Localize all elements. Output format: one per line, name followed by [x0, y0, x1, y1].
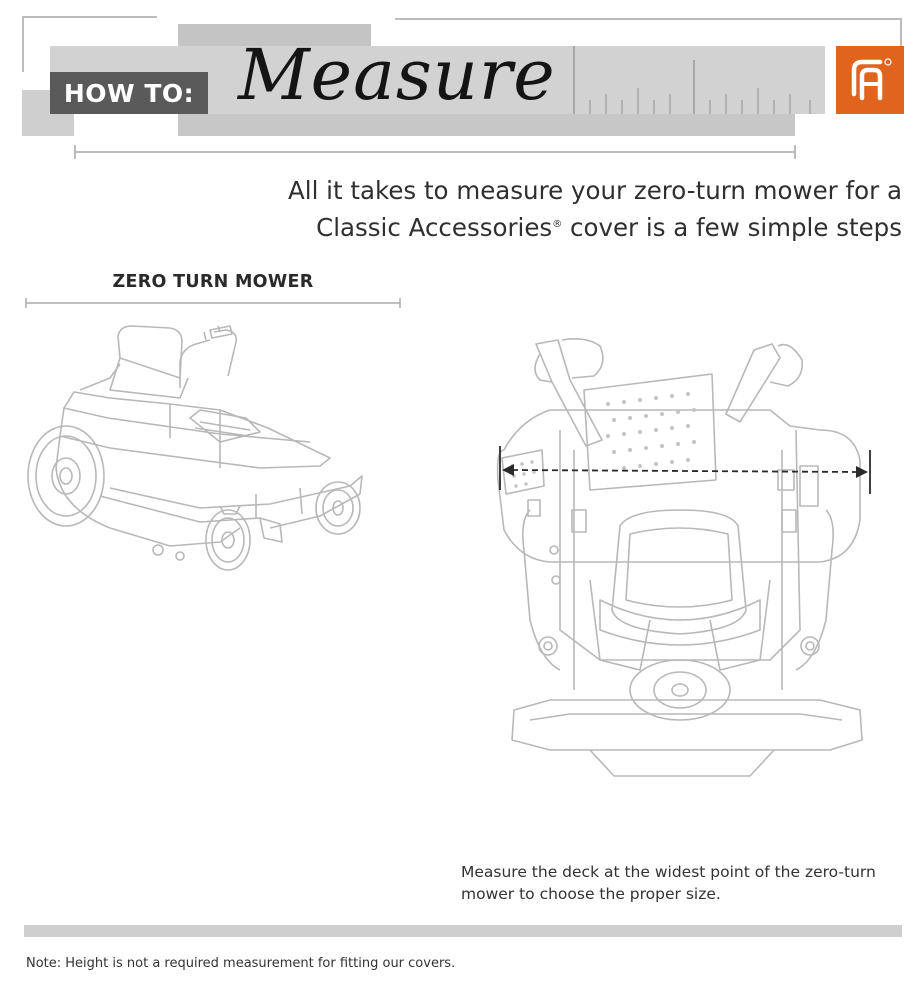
mower-top-view-illustration [490, 330, 880, 780]
instruction-line-2: mower to choose the proper size. [461, 885, 721, 903]
header-bottom-line [74, 151, 796, 153]
header-bottom-left-tick [74, 145, 76, 159]
header-left-tick [22, 16, 24, 72]
intro-rest: cover is a few simple steps [562, 213, 902, 243]
measure-instruction [461, 861, 901, 905]
section-label-rule [24, 296, 402, 310]
page-title: Measure [238, 34, 556, 116]
intro-text [250, 174, 902, 245]
registered-mark: ® [552, 219, 563, 230]
header-top-right-line [395, 18, 901, 20]
header-top-line [22, 16, 157, 18]
footer-divider [24, 925, 902, 937]
header-lower-strip [178, 114, 795, 136]
classic-accessories-logo-icon [844, 54, 896, 106]
intro-line-1: All it takes to measure your zero-turn mower for a [288, 176, 902, 205]
ruler-ticks [570, 46, 825, 114]
instruction-line-1: Measure the deck at the widest point of the zero-turn [461, 863, 876, 881]
footer-note: Note: Height is not a required measurement for fitting our covers. [26, 956, 456, 971]
howto-label: HOW TO: [50, 72, 208, 114]
brand-logo [836, 46, 904, 114]
header-top-right-tick [900, 18, 902, 48]
mower-side-view-illustration [20, 318, 370, 578]
intro-line-2 [250, 208, 902, 245]
intro-brand: Classic Accessories [316, 213, 553, 243]
header-bottom-right-tick [794, 145, 796, 159]
section-label: ZERO TURN MOWER [112, 272, 314, 292]
